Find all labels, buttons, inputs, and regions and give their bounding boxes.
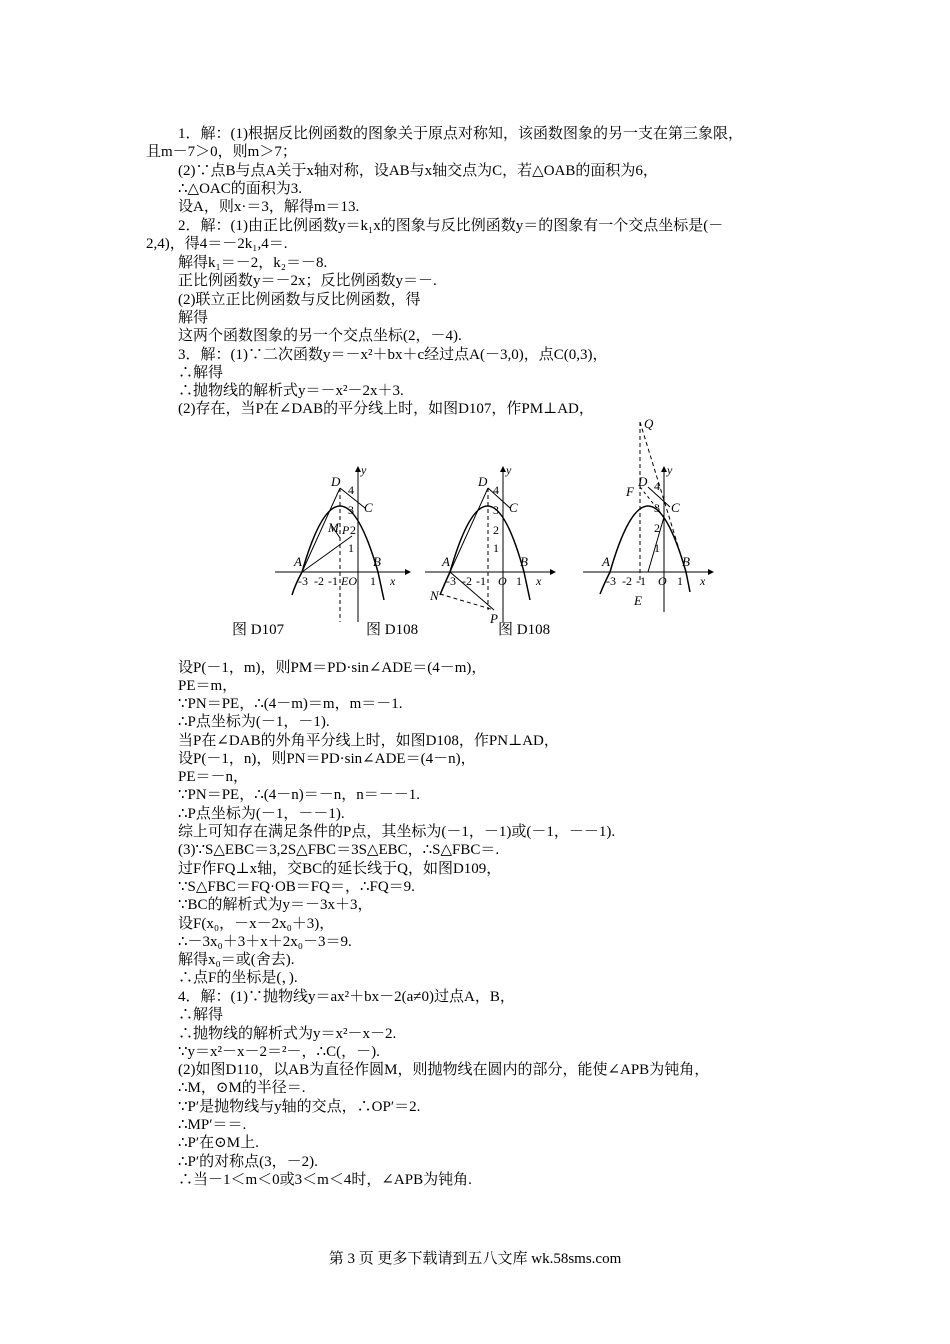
text-line: ∴解得 bbox=[178, 365, 224, 381]
text-line: 且m－7＞0，则m＞7； bbox=[146, 144, 297, 160]
tick-2: 2 bbox=[350, 523, 356, 537]
caption-d107: 图 D107 bbox=[232, 622, 285, 638]
text-line: ∴M，⊙M的半径＝. bbox=[178, 1080, 306, 1096]
label-o: O bbox=[498, 574, 507, 588]
tick-x-1: -1 bbox=[328, 574, 338, 588]
tick-3: 3 bbox=[348, 503, 354, 517]
label-c: C bbox=[671, 500, 680, 515]
text-line: 当P在∠DAB的外角平分线上时，如图D108，作PN⊥AD， bbox=[178, 733, 559, 749]
text-line: 解得 bbox=[178, 310, 209, 326]
label-eo: EO bbox=[341, 574, 357, 588]
caption-d108-a: 图 D108 bbox=[366, 622, 419, 638]
label-n: N bbox=[430, 588, 439, 603]
tick-3: 3 bbox=[654, 501, 660, 515]
text-line: ∴P点坐标为(－1，－－1). bbox=[178, 806, 345, 822]
tick-x1: 1 bbox=[677, 574, 683, 588]
tick-x-2: -2 bbox=[314, 574, 324, 588]
text-line: ∴△OAC的面积为3. bbox=[178, 181, 302, 197]
text-line: ∵P′是抛物线与y轴的交点，∴OP′＝2. bbox=[178, 1099, 421, 1115]
text-line: ∵S△FBC＝FQ·OB＝FQ＝，∴FQ＝9. bbox=[178, 879, 415, 895]
label-x: x bbox=[390, 574, 396, 588]
label-o: O bbox=[658, 574, 667, 588]
label-e: E bbox=[634, 593, 642, 608]
label-d: D bbox=[478, 474, 488, 489]
text-line: 设P(－1，n)，则PN＝PD·sin∠ADE＝(4－n)， bbox=[178, 751, 476, 767]
text-line: 设P(－1，m)，则PM＝PD·sin∠ADE＝(4－m)， bbox=[178, 660, 487, 676]
text-line: 综上可知存在满足条件的P点，其坐标为(－1，－1)或(－1，－－1). bbox=[178, 824, 616, 840]
label-x: x bbox=[536, 574, 542, 588]
text-line: ∵BC的解析式为y＝－3x＋3， bbox=[178, 897, 373, 913]
text-line: (2)存在，当P在∠DAB的平分线上时，如图D107，作PM⊥AD， bbox=[178, 401, 594, 417]
text-line: ∵y＝x²－x－2＝²－，∴C(，－). bbox=[178, 1044, 380, 1060]
label-p: P bbox=[342, 523, 350, 537]
text-line: 解得k₁＝－2，k₂＝－8. bbox=[178, 255, 328, 271]
text-line: ∴解得 bbox=[178, 1007, 224, 1023]
text-line: 正比例函数y＝－2x；反比例函数y＝－. bbox=[178, 273, 437, 289]
label-y: y bbox=[361, 463, 367, 477]
text-line: 2．解：(1)由正比例函数y＝k₁x的图象与反比例函数y＝的图象有一个交点坐标是(－ bbox=[178, 218, 724, 234]
text-line: 2,4)，得4＝－2k₁,4＝. bbox=[146, 236, 288, 252]
figure-d108 bbox=[420, 460, 560, 625]
figure-d109 bbox=[578, 412, 718, 612]
label-y: y bbox=[667, 463, 673, 477]
text-line: 解得x₀＝或(舍去). bbox=[178, 952, 295, 968]
tick-x1: 1 bbox=[370, 574, 376, 588]
tick-x-2: -2 bbox=[462, 574, 472, 588]
tick-4: 4 bbox=[348, 483, 354, 497]
text-line: ∴抛物线的解析式为y＝x²－x－2. bbox=[178, 1026, 397, 1042]
label-d: D bbox=[331, 474, 341, 489]
text-line: ∴－3x₀＋3＋x＋2x₀－3＝9. bbox=[178, 934, 352, 950]
text-line: 1．解：(1)根据反比例函数的图象关于原点对称知，该函数图象的另一支在第三象限， bbox=[178, 126, 743, 142]
text-line: ∴P′在⊙M上. bbox=[178, 1135, 259, 1151]
label-a: A bbox=[294, 554, 302, 569]
label-p: P bbox=[490, 611, 498, 625]
tick-4: 4 bbox=[493, 483, 499, 497]
label-f: F bbox=[626, 484, 634, 499]
label-a: A bbox=[442, 554, 450, 569]
label-d: D bbox=[638, 474, 648, 489]
text-line: ∴当－1＜m＜0或3＜m＜4时，∠APB为钝角. bbox=[178, 1172, 472, 1188]
tick-x-3: -3 bbox=[446, 574, 456, 588]
tick-x-1: -1 bbox=[476, 574, 486, 588]
figure-d107 bbox=[270, 460, 415, 625]
text-line: (3)∵S△EBC＝3,2S△FBC＝3S△EBC，∴S△FBC＝. bbox=[178, 842, 500, 858]
text-line: 过F作FQ⊥x轴，交BC的延长线于Q，如图D109， bbox=[178, 861, 502, 877]
tick-x-3: -3 bbox=[606, 574, 616, 588]
label-b: B bbox=[520, 554, 528, 569]
tick-1: 1 bbox=[654, 541, 660, 555]
text-line: ∴P点坐标为(－1，－1). bbox=[178, 714, 330, 730]
text-line: ∴MP′＝＝. bbox=[178, 1117, 247, 1133]
tick-2: 2 bbox=[493, 523, 499, 537]
tick-x-1: -1 bbox=[636, 574, 646, 588]
label-x: x bbox=[700, 574, 706, 588]
text-line: (2)联立正比例函数与反比例函数，得 bbox=[178, 292, 421, 308]
text-line: PE＝－n， bbox=[178, 769, 249, 785]
text-line: ∴P′的对称点(3，－2). bbox=[178, 1154, 318, 1170]
text-line: 这两个函数图象的另一个交点坐标(2，－4). bbox=[178, 328, 462, 344]
text-line: PE＝m， bbox=[178, 678, 238, 694]
label-b: B bbox=[682, 554, 690, 569]
caption-d108-b: 图 D108 bbox=[498, 622, 551, 638]
label-q: Q bbox=[644, 416, 654, 431]
page-footer: 第 3 页 更多下载请到五八文库 wk.58sms.com bbox=[328, 1251, 622, 1267]
tick-1: 1 bbox=[493, 541, 499, 555]
text-line: 3．解：(1)∵二次函数y＝－x²＋bx＋c经过点A(－3,0)，点C(0,3)， bbox=[178, 347, 608, 363]
text-line: ∴点F的坐标是(，). bbox=[178, 970, 298, 986]
label-b: B bbox=[373, 554, 381, 569]
tick-1: 1 bbox=[348, 541, 354, 555]
text-line: ∴抛物线的解析式y＝－x²－2x＋3. bbox=[178, 383, 404, 399]
label-a: A bbox=[602, 554, 610, 569]
text-line: 4．解：(1)∵抛物线y＝ax²＋bx－2(a≠0)过点A，B， bbox=[178, 989, 515, 1005]
tick-x1: 1 bbox=[516, 574, 522, 588]
text-line: ∵PN＝PE，∴(4－m)＝m，m＝－1. bbox=[178, 696, 403, 712]
text-line: ∵PN＝PE，∴(4－n)＝－n，n＝－－1. bbox=[178, 787, 421, 803]
tick-x-3: -3 bbox=[298, 574, 308, 588]
text-line: (2)如图D110，以AB为直径作圆M，则抛物线在圆内的部分，能使∠APB为钝角， bbox=[178, 1062, 710, 1078]
label-y: y bbox=[506, 463, 512, 477]
tick-2: 2 bbox=[654, 521, 660, 535]
tick-3: 3 bbox=[493, 503, 499, 517]
text-line: (2)∵点B与点A关于x轴对称，设AB与x轴交点为C，若△OAB的面积为6， bbox=[178, 163, 658, 179]
label-c: C bbox=[509, 500, 518, 515]
tick-x-2: -2 bbox=[622, 574, 632, 588]
text-line: 设A，则x·＝3，解得m＝13. bbox=[178, 199, 360, 215]
tick-4: 4 bbox=[654, 479, 660, 493]
text-line: 设F(x₀，－x－2x₀＋3)， bbox=[178, 916, 335, 932]
label-c: C bbox=[364, 500, 373, 515]
label-m: M bbox=[328, 520, 339, 535]
